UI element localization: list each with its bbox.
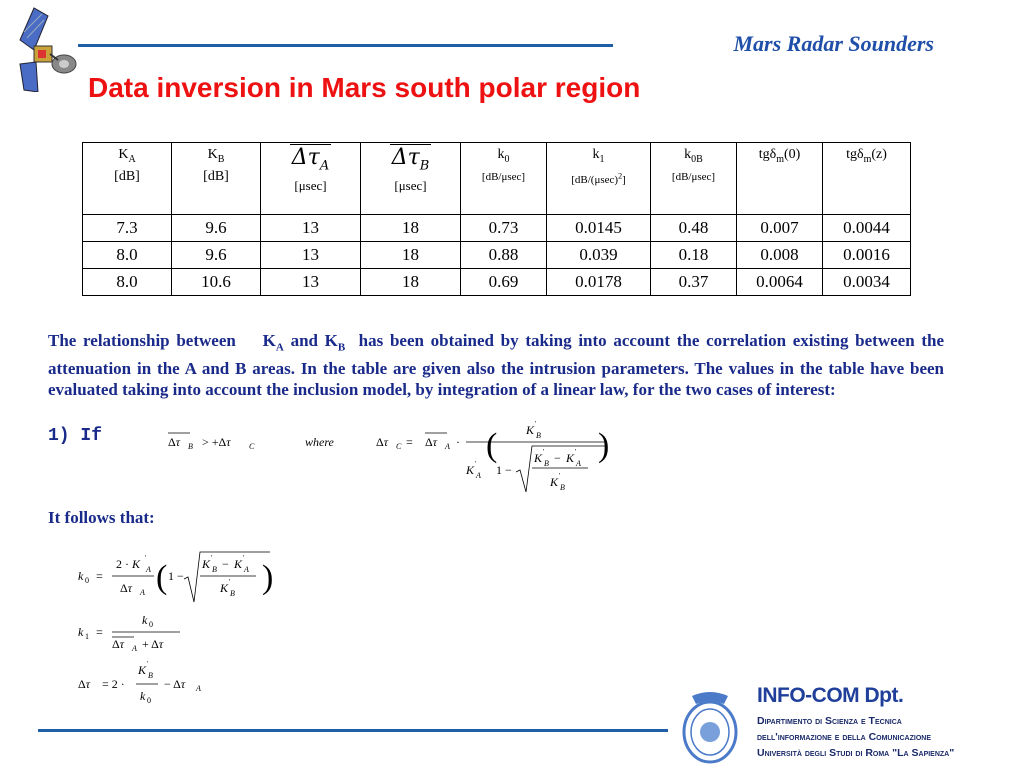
svg-text:': ' [243,554,245,562]
svg-text:C: C [249,442,255,451]
parameters-table [82,142,911,296]
svg-text:': ' [229,578,231,586]
svg-text:A: A [132,644,137,653]
svg-text:K: K [566,451,575,465]
svg-text:K: K [138,663,147,677]
table-cell: 0.69 [461,269,547,296]
header-k0: $k_0$ [dB/μsec] [461,143,547,215]
svg-text:1 −: 1 − [496,463,512,477]
table-cell: 0.0064 [737,269,823,296]
svg-text:B: B [230,589,235,598]
table-cell: 0.18 [651,242,737,269]
svg-text:B: B [188,442,193,451]
brand-title: Mars Radar Sounders [733,31,934,56]
table-cell: 0.0016 [823,242,911,269]
svg-text:B: B [148,671,153,680]
dept-line: dell'informazione e della Comunicazione [757,731,931,743]
table-row [83,242,911,269]
svg-text:2 · K: 2 · K [116,557,141,571]
svg-text:': ' [535,420,537,428]
svg-text:A: A [146,565,151,574]
svg-text:k: k [142,613,148,627]
svg-text:Δτ: Δτ [112,637,125,651]
svg-text:A: A [445,442,450,451]
para-start: The relationship between [48,331,236,350]
svg-text:−: − [554,451,561,465]
svg-text:Δτ: Δτ [78,677,91,691]
body-paragraph: The relationship between $K_A$ and $K_B$ has been obtained by taking into account the correlation existing between the attenuation in the A and B areas. In the table are given also the intrusion parameters. The values in the table have been evaluated taking into account the inclusion model, by integration of a linear law, for the two cases of interest: [48,331,945,400]
svg-text:A: A [576,459,581,468]
header-tgdelta-z: tgδ$_m$(z) [823,143,911,215]
table-cell: 0.0145 [547,215,651,242]
para-rest: has been obtained by taking into account the correlation existing between the attenuation in the A and B areas. In the table are given also the intrusion parameters. The values in the table have been evaluated taking into account the inclusion model, by integration of a linear law, for the two cases of interest: [48,331,945,400]
svg-text:A: A [244,565,249,574]
svg-text:B: B [560,483,565,492]
table-cell: 8.0 [83,242,172,269]
footer-rule [38,729,668,732]
header-kb: $K_B$ [dB] [172,143,261,215]
table-cell: 0.0034 [823,269,911,296]
table-cell: 10.6 [172,269,261,296]
svg-text:K: K [534,451,543,465]
condition-formula [160,416,620,502]
svg-text:Δτ: Δτ [168,435,181,449]
svg-text:B: B [544,459,549,468]
table-row [83,269,911,296]
svg-text:K: K [466,463,475,477]
svg-text:(: ( [156,559,168,596]
table-cell: 8.0 [83,269,172,296]
table-cell: 13 [261,269,361,296]
svg-text:': ' [475,460,477,468]
svg-text:K: K [220,581,229,595]
svg-text:=: = [96,569,103,583]
svg-text:K: K [202,557,211,571]
table-cell: 9.6 [172,215,261,242]
svg-text:): ) [262,559,274,596]
table-cell: 0.88 [461,242,547,269]
svg-text:= 2 ·: = 2 · [102,677,125,691]
table-cell: 18 [361,215,461,242]
table-row [83,215,911,242]
table-cell: 0.73 [461,215,547,242]
table-cell: 18 [361,242,461,269]
table-cell: 0.48 [651,215,737,242]
svg-text:': ' [559,472,561,480]
where-label: where [305,435,334,449]
svg-text:K: K [526,423,535,437]
svg-text:1: 1 [85,632,89,641]
svg-text:k: k [78,569,84,583]
svg-text:(: ( [486,427,498,464]
dept-line: Università degli Studi di Roma "La Sapienza" [757,747,955,759]
svg-text:−: − [222,557,229,571]
svg-text:> +Δτ: > +Δτ [202,435,231,449]
table-cell: 0.007 [737,215,823,242]
dept-brand: INFO-COM Dpt. [757,684,904,707]
svg-text:·: · [456,435,460,449]
svg-text:+ Δτ: + Δτ [142,637,164,651]
svg-text:C: C [396,442,402,451]
header-delta-tau-a: $\Delta\tau_A$ [μsec] [261,143,361,215]
svg-text:0: 0 [147,696,151,705]
case-label: 1) If [48,426,103,446]
table-cell: 18 [361,269,461,296]
result-formulas [72,544,312,714]
header-tgdelta-0: tgδ$_m$(0) [737,143,823,215]
table-cell: 0.039 [547,242,651,269]
table-cell: 0.37 [651,269,737,296]
svg-text:A: A [476,471,481,480]
satellite-logo-icon [14,6,84,92]
svg-text:): ) [598,427,610,464]
table-cell: 0.0044 [823,215,911,242]
svg-text:− Δτ: − Δτ [164,677,186,691]
dept-line: Dipartimento di Scienza e Tecnica [757,715,902,727]
svg-text:Δτ: Δτ [376,435,389,449]
svg-text:': ' [575,448,577,456]
svg-text:K: K [234,557,243,571]
svg-text:A: A [196,684,201,693]
svg-text:Δτ: Δτ [120,581,133,595]
svg-text:': ' [543,448,545,456]
table-cell: 0.008 [737,242,823,269]
svg-text:=: = [96,625,103,639]
svg-text:A: A [140,588,145,597]
svg-text:B: B [212,565,217,574]
svg-text:1 −: 1 − [168,569,184,583]
svg-text:k: k [140,689,146,703]
follows-label: It follows that: [48,508,155,527]
svg-text:=: = [406,435,413,449]
svg-text:k: k [78,625,84,639]
table-cell: 9.6 [172,242,261,269]
svg-text:Δτ: Δτ [425,435,438,449]
university-seal-icon [680,688,740,764]
svg-text:0: 0 [149,620,153,629]
svg-text:': ' [211,554,213,562]
table-cell: 13 [261,215,361,242]
table-header-row [83,143,911,215]
svg-text:': ' [145,554,147,562]
header-rule [78,44,613,47]
slide-title: Data inversion in Mars south polar region [88,72,641,103]
svg-text:0: 0 [85,576,89,585]
svg-text:K: K [550,475,559,489]
svg-text:': ' [147,660,149,668]
table-cell: 7.3 [83,215,172,242]
table-cell: 0.0178 [547,269,651,296]
header-ka: $K_A$ [dB] [83,143,172,215]
table-cell: 13 [261,242,361,269]
header-k1: $k_1$ $[dB/(\mu\sec)^2]$ [547,143,651,215]
header-delta-tau-b: $\Delta\tau_B$ [μsec] [361,143,461,215]
header-k0b: $k_{0B}$ [dB/μsec] [651,143,737,215]
svg-text:B: B [536,431,541,440]
